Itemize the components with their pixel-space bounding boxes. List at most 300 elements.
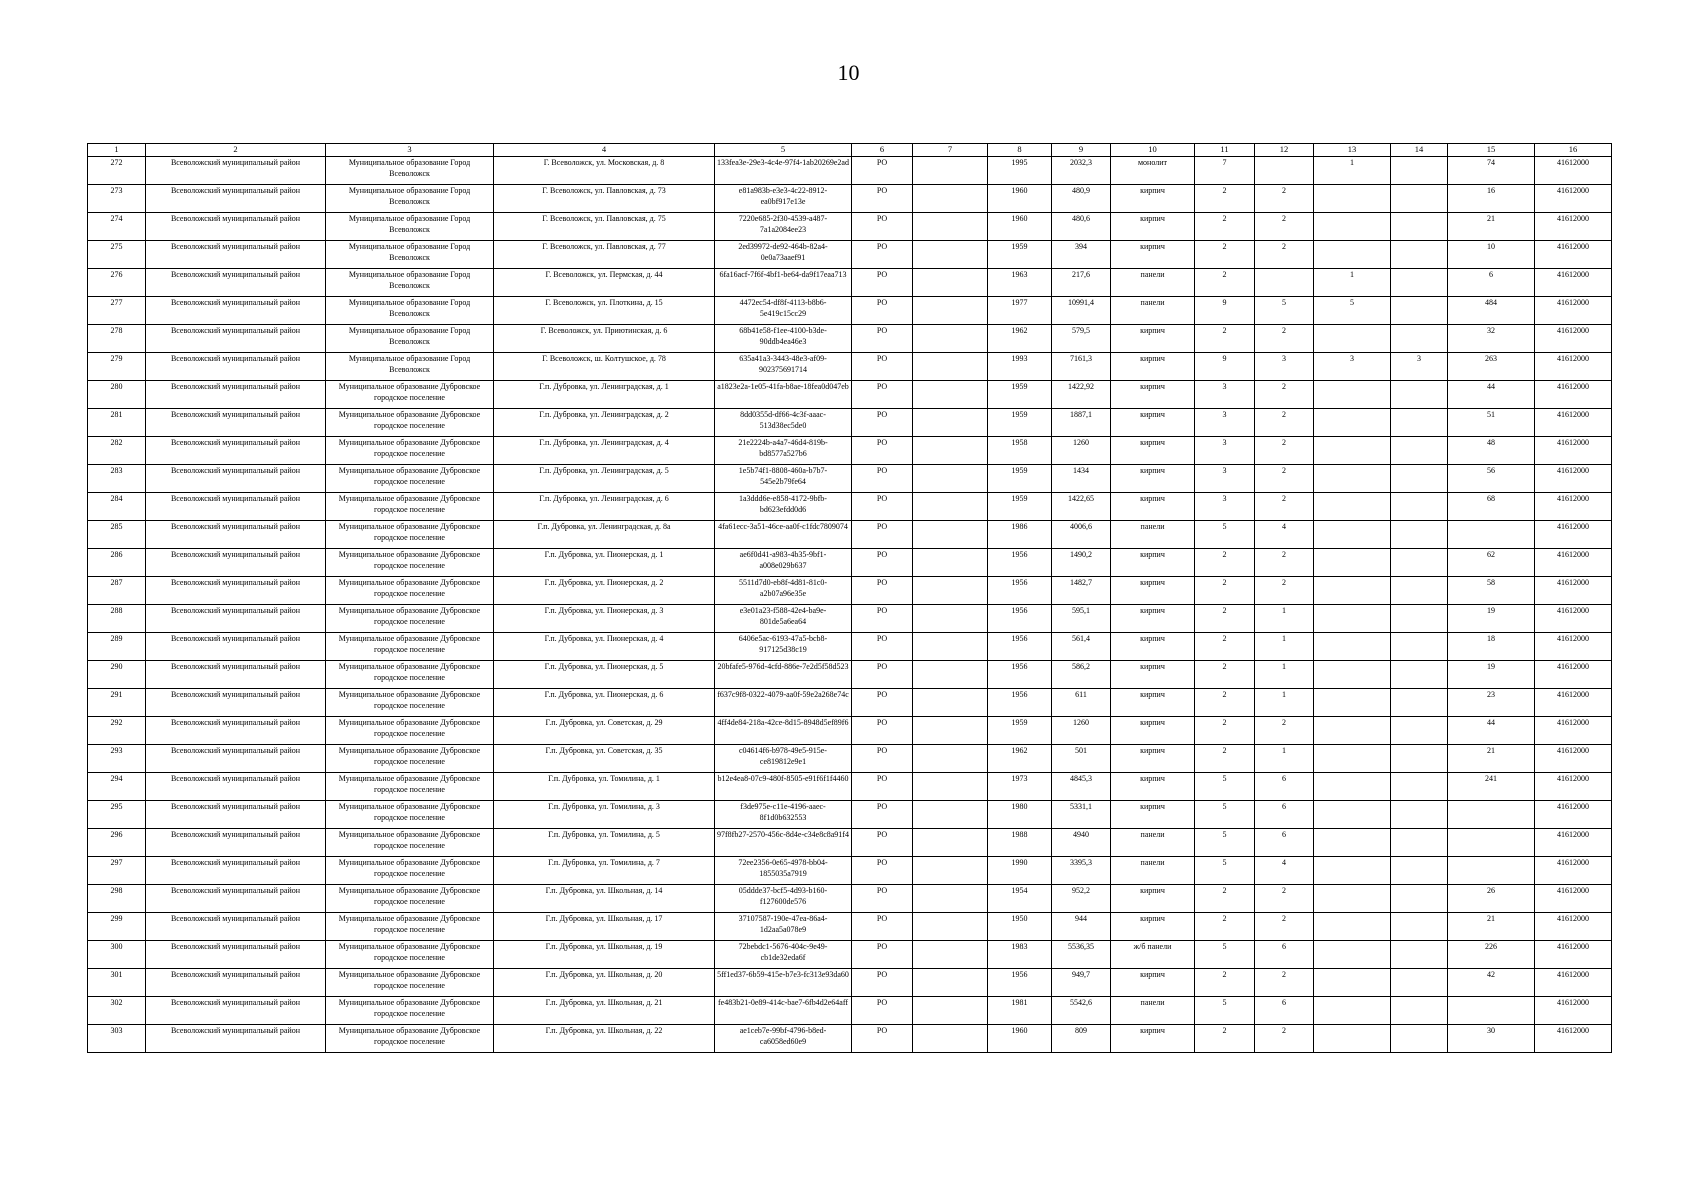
table-cell: панели (1111, 829, 1195, 857)
table-cell (1448, 997, 1535, 1025)
table-cell (1448, 829, 1535, 857)
table-cell: 1956 (988, 969, 1052, 997)
table-cell: кирпич (1111, 353, 1195, 381)
table-cell: 1 (1255, 745, 1314, 773)
table-cell: 5 (1195, 857, 1255, 885)
table-cell: 1956 (988, 633, 1052, 661)
table-cell: кирпич (1111, 633, 1195, 661)
table-cell: e81a983b-e3e3-4c22-8912-ea0bf917e13e (715, 185, 852, 213)
table-cell: Муниципальное образование Дубровское городское поселение (326, 633, 494, 661)
table-cell (1391, 969, 1448, 997)
table-cell: кирпич (1111, 549, 1195, 577)
table-cell (1314, 913, 1391, 941)
table-cell: 2 (1255, 185, 1314, 213)
table-cell (913, 605, 988, 633)
table-cell: 2 (1195, 241, 1255, 269)
table-cell: РО (852, 661, 913, 689)
table-cell (913, 969, 988, 997)
table-cell: 1956 (988, 661, 1052, 689)
table-cell: Всеволожский муниципальный район (146, 269, 326, 297)
table-cell: РО (852, 493, 913, 521)
table-cell: 1e5b74f1-8808-460a-b7b7-545e2b79fe64 (715, 465, 852, 493)
table-cell: 5536,35 (1052, 941, 1111, 969)
table-cell (913, 185, 988, 213)
table-cell: 561,4 (1052, 633, 1111, 661)
table-cell (1314, 745, 1391, 773)
table-cell (913, 353, 988, 381)
table-cell: 41612000 (1535, 437, 1612, 465)
table-cell: 41612000 (1535, 745, 1612, 773)
table-cell: Муниципальное образование Город Всеволожск (326, 269, 494, 297)
table-cell: 5 (1314, 297, 1391, 325)
table-cell: 299 (88, 913, 146, 941)
table-cell: 1954 (988, 885, 1052, 913)
table-cell: 952,2 (1052, 885, 1111, 913)
table-cell: Всеволожский муниципальный район (146, 689, 326, 717)
table-cell: 4845,3 (1052, 773, 1111, 801)
table-cell: Г.п. Дубровка, ул. Томилина, д. 1 (494, 773, 715, 801)
table-cell: 2 (1195, 745, 1255, 773)
table-cell: Муниципальное образование Дубровское городское поселение (326, 997, 494, 1025)
table-cell (913, 297, 988, 325)
table-cell: 2 (1195, 689, 1255, 717)
table-cell (913, 465, 988, 493)
table-cell: 41612000 (1535, 185, 1612, 213)
column-header: 4 (494, 144, 715, 157)
table-cell: 5 (1195, 773, 1255, 801)
table-cell: Всеволожский муниципальный район (146, 437, 326, 465)
table-cell: РО (852, 829, 913, 857)
table-cell: 1960 (988, 185, 1052, 213)
table-cell: 2 (1255, 213, 1314, 241)
table-cell: панели (1111, 521, 1195, 549)
table-cell: 3 (1195, 381, 1255, 409)
table-cell: 2 (1255, 549, 1314, 577)
table-cell: 9 (1195, 353, 1255, 381)
table-cell (913, 549, 988, 577)
table-cell: Г.п. Дубровка, ул. Томилина, д. 7 (494, 857, 715, 885)
table-cell: Всеволожский муниципальный район (146, 521, 326, 549)
table-cell: Муниципальное образование Дубровское городское поселение (326, 717, 494, 745)
table-cell: кирпич (1111, 325, 1195, 353)
table-cell: кирпич (1111, 185, 1195, 213)
table-cell (1314, 1025, 1391, 1053)
table-cell: Всеволожский муниципальный район (146, 885, 326, 913)
table-cell: Муниципальное образование Город Всеволожск (326, 325, 494, 353)
table-cell: 23 (1448, 689, 1535, 717)
table-cell: 949,7 (1052, 969, 1111, 997)
table-cell: 41612000 (1535, 689, 1612, 717)
table-cell (913, 241, 988, 269)
table-cell: Муниципальное образование Дубровское городское поселение (326, 409, 494, 437)
table-cell: 1962 (988, 745, 1052, 773)
table-cell: 278 (88, 325, 146, 353)
table-cell (913, 885, 988, 913)
table-cell: 3 (1255, 353, 1314, 381)
table-cell: 2 (1255, 885, 1314, 913)
table-cell: 21 (1448, 745, 1535, 773)
table-cell (1391, 997, 1448, 1025)
table-cell: 21 (1448, 213, 1535, 241)
table-row (88, 381, 1612, 409)
table-cell: 6 (1255, 829, 1314, 857)
table-cell (913, 829, 988, 857)
table-cell: 1980 (988, 801, 1052, 829)
table-cell (1391, 297, 1448, 325)
table-cell (913, 493, 988, 521)
table-cell (1255, 157, 1314, 185)
table-cell: 2 (1195, 325, 1255, 353)
table-cell (1391, 269, 1448, 297)
table-cell: Г.п. Дубровка, ул. Школьная, д. 21 (494, 997, 715, 1025)
table-cell: 1993 (988, 353, 1052, 381)
table-cell (913, 717, 988, 745)
table-cell: 484 (1448, 297, 1535, 325)
table-cell: 595,1 (1052, 605, 1111, 633)
table-cell: 290 (88, 661, 146, 689)
table-cell: панели (1111, 269, 1195, 297)
table-cell: 6fa16acf-7f6f-4bf1-be64-da9f17eaa713 (715, 269, 852, 297)
table-cell (1314, 997, 1391, 1025)
table-cell: 288 (88, 605, 146, 633)
table-cell: Г. Всеволожск, ул. Приютинская, д. 6 (494, 325, 715, 353)
column-header: 2 (146, 144, 326, 157)
table-cell: 1962 (988, 325, 1052, 353)
table-cell: 9 (1195, 297, 1255, 325)
table-cell: 1 (1314, 157, 1391, 185)
table-cell: 1960 (988, 1025, 1052, 1053)
table-cell: 4 (1255, 521, 1314, 549)
table-cell (1314, 549, 1391, 577)
table-cell: 1422,65 (1052, 493, 1111, 521)
table-cell: Всеволожский муниципальный район (146, 745, 326, 773)
table-cell: кирпич (1111, 969, 1195, 997)
table-cell: панели (1111, 297, 1195, 325)
table-cell: 5511d7d0-eb8f-4d81-81c0-a2b07a96e35e (715, 577, 852, 605)
table-cell: 2 (1255, 437, 1314, 465)
table-cell: 286 (88, 549, 146, 577)
table-cell (913, 213, 988, 241)
table-cell: 274 (88, 213, 146, 241)
table-cell: 41612000 (1535, 829, 1612, 857)
table-cell: кирпич (1111, 465, 1195, 493)
table-cell (1314, 465, 1391, 493)
table-cell: кирпич (1111, 913, 1195, 941)
table-cell: 41612000 (1535, 213, 1612, 241)
table-cell: 4fa61ecc-3a51-46ce-aa0f-c1fdc7809074 (715, 521, 852, 549)
table-cell: кирпич (1111, 437, 1195, 465)
table-cell: 579,5 (1052, 325, 1111, 353)
table-cell: 41612000 (1535, 997, 1612, 1025)
table-cell (1314, 661, 1391, 689)
table-cell: 5 (1195, 997, 1255, 1025)
table-cell: fe483b21-0e89-414c-bae7-6fb4d2e64aff (715, 997, 852, 1025)
table-cell: кирпич (1111, 745, 1195, 773)
table-cell: 62 (1448, 549, 1535, 577)
table-cell: 1963 (988, 269, 1052, 297)
table-cell (1391, 941, 1448, 969)
table-cell: 3 (1195, 437, 1255, 465)
table-row (88, 437, 1612, 465)
table-cell: Г. Всеволожск, ул. Пермская, д. 44 (494, 269, 715, 297)
table-cell (913, 325, 988, 353)
table-cell: РО (852, 633, 913, 661)
table-cell (1391, 521, 1448, 549)
table-cell: РО (852, 521, 913, 549)
table-cell: 287 (88, 577, 146, 605)
table-cell: 3395,3 (1052, 857, 1111, 885)
table-cell: Г. Всеволожск, ул. Павловская, д. 73 (494, 185, 715, 213)
table-cell: Г.п. Дубровка, ул. Советская, д. 35 (494, 745, 715, 773)
table-cell (1314, 213, 1391, 241)
table-cell: 4ff4de84-218a-42ce-8d15-8948d5ef89f6 (715, 717, 852, 745)
table-cell: 41612000 (1535, 1025, 1612, 1053)
table-cell: Всеволожский муниципальный район (146, 1025, 326, 1053)
table-cell: 21 (1448, 913, 1535, 941)
table-cell: 1956 (988, 689, 1052, 717)
table-cell: Всеволожский муниципальный район (146, 773, 326, 801)
table-cell: 5ff1ed37-6b59-415e-b7e3-fc313e93da60 (715, 969, 852, 997)
table-row (88, 353, 1612, 381)
table-cell: 16 (1448, 185, 1535, 213)
table-cell: Г.п. Дубровка, ул. Советская, д. 29 (494, 717, 715, 745)
table-cell: Г. Всеволожск, ул. Павловская, д. 75 (494, 213, 715, 241)
table-cell: 1434 (1052, 465, 1111, 493)
table-cell: 2 (1195, 269, 1255, 297)
table-cell: РО (852, 549, 913, 577)
column-header: 16 (1535, 144, 1612, 157)
table-cell: 5 (1255, 297, 1314, 325)
table-row (88, 325, 1612, 353)
table-cell: 394 (1052, 241, 1111, 269)
table-row (88, 941, 1612, 969)
table-cell: 19 (1448, 661, 1535, 689)
table-cell (1314, 885, 1391, 913)
table-cell (1391, 493, 1448, 521)
table-cell: 302 (88, 997, 146, 1025)
table-cell: Всеволожский муниципальный район (146, 157, 326, 185)
table-cell: 1422,92 (1052, 381, 1111, 409)
table-cell: 2 (1195, 605, 1255, 633)
table-cell: Муниципальное образование Дубровское городское поселение (326, 465, 494, 493)
table-cell (913, 801, 988, 829)
table-cell: 292 (88, 717, 146, 745)
table-cell: 1958 (988, 437, 1052, 465)
table-cell: 26 (1448, 885, 1535, 913)
column-header: 14 (1391, 144, 1448, 157)
table-cell: Всеволожский муниципальный район (146, 241, 326, 269)
table-row (88, 1025, 1612, 1053)
table-cell: РО (852, 465, 913, 493)
table-row (88, 633, 1612, 661)
table-cell: Всеволожский муниципальный район (146, 717, 326, 745)
table-cell: 1887,1 (1052, 409, 1111, 437)
table-cell: 297 (88, 857, 146, 885)
table-cell (1314, 857, 1391, 885)
table-cell: 263 (1448, 353, 1535, 381)
table-cell (1391, 801, 1448, 829)
table-cell (1448, 521, 1535, 549)
table-cell (913, 437, 988, 465)
table-cell: 1981 (988, 997, 1052, 1025)
table-cell: 303 (88, 1025, 146, 1053)
table-cell: Муниципальное образование Дубровское городское поселение (326, 745, 494, 773)
table-cell: 298 (88, 885, 146, 913)
table-cell: 5 (1195, 521, 1255, 549)
table-cell: Муниципальное образование Дубровское городское поселение (326, 941, 494, 969)
table-cell: 41612000 (1535, 297, 1612, 325)
table-cell (913, 913, 988, 941)
table-cell: Всеволожский муниципальный район (146, 829, 326, 857)
table-cell: 217,6 (1052, 269, 1111, 297)
table-row (88, 997, 1612, 1025)
table-cell: 97f8fb27-2570-456c-8d4e-c34e8c8a91f4 (715, 829, 852, 857)
table-cell: 1 (1255, 633, 1314, 661)
table-cell (1391, 325, 1448, 353)
column-header: 3 (326, 144, 494, 157)
table-row (88, 661, 1612, 689)
table-cell: 501 (1052, 745, 1111, 773)
table-cell: РО (852, 325, 913, 353)
table-cell: 41612000 (1535, 353, 1612, 381)
table-cell: 41612000 (1535, 241, 1612, 269)
table-cell: РО (852, 213, 913, 241)
table-cell (1314, 773, 1391, 801)
table-cell: РО (852, 717, 913, 745)
table-cell: 8dd0355d-df66-4c3f-aaac-513d38ec5de0 (715, 409, 852, 437)
table-cell (1314, 941, 1391, 969)
table-cell: кирпич (1111, 801, 1195, 829)
table-cell: 21e2224b-a4a7-46d4-819b-bd8577a527b6 (715, 437, 852, 465)
table-cell (913, 381, 988, 409)
table-cell: Г.п. Дубровка, ул. Школьная, д. 14 (494, 885, 715, 913)
table-cell (1314, 241, 1391, 269)
table-cell (1314, 717, 1391, 745)
table-cell: Г.п. Дубровка, ул. Ленинградская, д. 8а (494, 521, 715, 549)
table-cell: 41612000 (1535, 493, 1612, 521)
table-cell (913, 997, 988, 1025)
table-cell: 10991,4 (1052, 297, 1111, 325)
table-cell: 41612000 (1535, 801, 1612, 829)
table-cell (913, 269, 988, 297)
table-cell: Муниципальное образование Дубровское городское поселение (326, 549, 494, 577)
table-cell: РО (852, 297, 913, 325)
table-cell: 41612000 (1535, 661, 1612, 689)
table-cell: Г.п. Дубровка, ул. Школьная, д. 19 (494, 941, 715, 969)
table-cell: РО (852, 913, 913, 941)
table-row (88, 745, 1612, 773)
column-header: 8 (988, 144, 1052, 157)
table-cell: 41612000 (1535, 577, 1612, 605)
table-cell: 6 (1448, 269, 1535, 297)
table-cell: 1 (1255, 689, 1314, 717)
table-cell: 20bfafe5-976d-4cfd-886e-7e2d5f58d523 (715, 661, 852, 689)
table-cell: 2 (1195, 717, 1255, 745)
table-cell: Г.п. Дубровка, ул. Пионерская, д. 1 (494, 549, 715, 577)
table-cell: Всеволожский муниципальный район (146, 353, 326, 381)
table-cell: 48 (1448, 437, 1535, 465)
table-cell: Муниципальное образование Дубровское городское поселение (326, 857, 494, 885)
table-cell: 18 (1448, 633, 1535, 661)
table-cell: Муниципальное образование Дубровское городское поселение (326, 829, 494, 857)
table-cell: Муниципальное образование Дубровское городское поселение (326, 969, 494, 997)
table-cell: 41612000 (1535, 605, 1612, 633)
table-cell: 2 (1255, 381, 1314, 409)
table-cell (913, 157, 988, 185)
table-cell: РО (852, 997, 913, 1025)
table-cell: 2 (1255, 1025, 1314, 1053)
table-row (88, 549, 1612, 577)
table-cell (1314, 493, 1391, 521)
table-row (88, 577, 1612, 605)
table-cell: 41612000 (1535, 381, 1612, 409)
table-cell: 68 (1448, 493, 1535, 521)
table-cell: Всеволожский муниципальный район (146, 549, 326, 577)
table-cell: Г.п. Дубровка, ул. Пионерская, д. 4 (494, 633, 715, 661)
table-cell: 2 (1195, 549, 1255, 577)
table-cell (913, 521, 988, 549)
table-cell: 41612000 (1535, 773, 1612, 801)
table-cell: Всеволожский муниципальный район (146, 969, 326, 997)
table-cell: 1977 (988, 297, 1052, 325)
table-cell (1314, 633, 1391, 661)
table-cell: Г.п. Дубровка, ул. Школьная, д. 17 (494, 913, 715, 941)
table-cell: Муниципальное образование Дубровское городское поселение (326, 801, 494, 829)
table-cell: Г. Всеволожск, ш. Колтушское, д. 78 (494, 353, 715, 381)
table-cell: 2 (1255, 241, 1314, 269)
table-cell (913, 941, 988, 969)
table-cell: f637c9f8-0322-4079-aa0f-59e2a268e74c (715, 689, 852, 717)
table-row (88, 969, 1612, 997)
table-cell: Г.п. Дубровка, ул. Пионерская, д. 5 (494, 661, 715, 689)
table-cell: 2 (1195, 213, 1255, 241)
table-cell: 41612000 (1535, 969, 1612, 997)
table-cell: РО (852, 801, 913, 829)
table-cell: РО (852, 689, 913, 717)
table-cell: 1959 (988, 409, 1052, 437)
table-cell: 133fea3e-29e3-4c4e-97f4-1ab20269e2ad (715, 157, 852, 185)
table-cell: a1823e2a-1e05-41fa-b8ae-18fea0d047eb (715, 381, 852, 409)
table-cell (1391, 773, 1448, 801)
table-cell: РО (852, 1025, 913, 1053)
table-cell: 4006,6 (1052, 521, 1111, 549)
table-cell: 277 (88, 297, 146, 325)
table-cell: 296 (88, 829, 146, 857)
table-cell (1314, 185, 1391, 213)
table-cell (1314, 409, 1391, 437)
table-cell: 41612000 (1535, 913, 1612, 941)
table-cell: 1959 (988, 465, 1052, 493)
table-cell: 41612000 (1535, 885, 1612, 913)
table-cell: РО (852, 269, 913, 297)
column-header: 1 (88, 144, 146, 157)
table-cell (1314, 521, 1391, 549)
table-cell: Всеволожский муниципальный район (146, 801, 326, 829)
table-cell: Муниципальное образование Дубровское городское поселение (326, 661, 494, 689)
table-cell: 1986 (988, 521, 1052, 549)
table-cell (1391, 381, 1448, 409)
table-cell: Всеволожский муниципальный район (146, 857, 326, 885)
table-cell: 1983 (988, 941, 1052, 969)
table-cell: 6406e5ac-6193-47a5-bcb8-917125d38c19 (715, 633, 852, 661)
table-cell: 30 (1448, 1025, 1535, 1053)
table-cell: 2 (1255, 493, 1314, 521)
table-cell: 284 (88, 493, 146, 521)
table-cell: РО (852, 885, 913, 913)
table-cell: кирпич (1111, 213, 1195, 241)
table-cell: 301 (88, 969, 146, 997)
table-cell (1391, 829, 1448, 857)
